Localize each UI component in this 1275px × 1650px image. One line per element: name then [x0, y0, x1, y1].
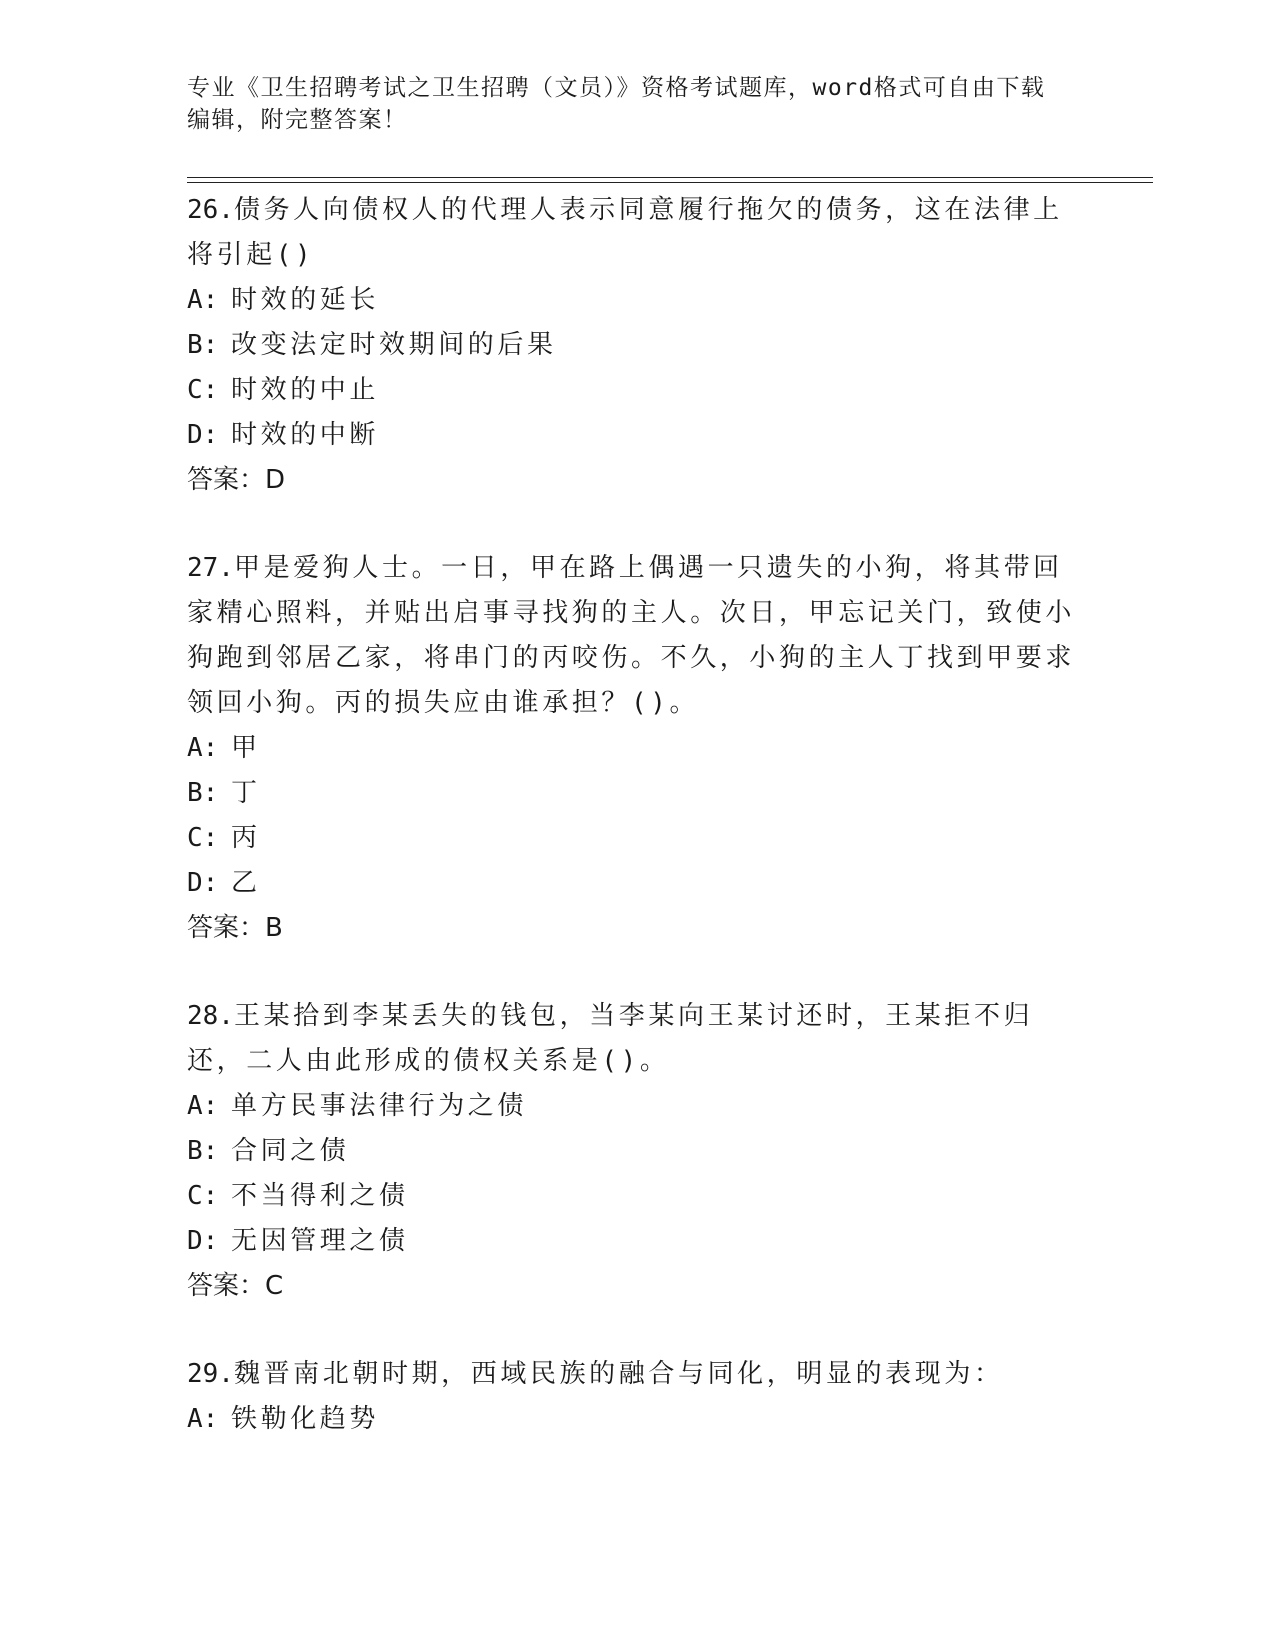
answer-option	[187, 1219, 1087, 1264]
question-block	[187, 546, 1087, 951]
answer-option	[187, 1397, 1087, 1442]
option-key: D:	[187, 868, 219, 898]
answer-option	[187, 413, 1087, 458]
question-text: 债务人向债权人的代理人表示同意履行拖欠的债务，这在法律上将引起()	[187, 195, 1063, 270]
question-number: 28.	[187, 1001, 234, 1031]
option-key: C:	[187, 375, 219, 405]
answer-label: 答案：	[187, 465, 266, 495]
answer-option	[187, 1174, 1087, 1219]
answer-option	[187, 861, 1087, 906]
answer-option	[187, 323, 1087, 368]
answer-option	[187, 1084, 1087, 1129]
answer-line	[187, 458, 1087, 503]
question-stem	[187, 546, 1087, 726]
option-key: C:	[187, 823, 219, 853]
option-key: C:	[187, 1181, 219, 1211]
answer-option	[187, 1129, 1087, 1174]
question-stem	[187, 188, 1087, 278]
option-text: 丁	[231, 778, 261, 808]
option-key: A:	[187, 285, 219, 315]
answer-value: B	[265, 913, 283, 943]
header-divider-top	[187, 177, 1153, 178]
option-key: A:	[187, 733, 219, 763]
option-text: 甲	[231, 733, 261, 763]
option-key: D:	[187, 1226, 219, 1256]
option-text: 时效的延长	[231, 285, 380, 315]
option-text: 不当得利之债	[231, 1181, 409, 1211]
question-number: 29.	[187, 1359, 234, 1389]
answer-option	[187, 368, 1087, 413]
question-text: 甲是爱狗人士。一日，甲在路上偶遇一只遗失的小狗，将其带回家精心照料，并贴出启事寻找狗的主人。次日，甲忘记关门，致使小狗跑到邻居乙家，将串门的丙咬伤。不久，小狗的主人丁找到甲要求领回小狗。丙的损失应由谁承担？()。	[187, 553, 1076, 718]
option-key: A:	[187, 1091, 219, 1121]
option-text: 无因管理之债	[231, 1226, 409, 1256]
option-text: 丙	[231, 823, 261, 853]
document-header-note: 专业《卫生招聘考试之卫生招聘（文员）》资格考试题库，word格式可自由下载编辑，附完整答案！	[187, 75, 1046, 133]
option-key: B:	[187, 778, 219, 808]
question-text: 王某拾到李某丢失的钱包，当李某向王某讨还时，王某拒不归还，二人由此形成的债权关系是()。	[187, 1001, 1034, 1076]
option-key: D:	[187, 420, 219, 450]
question-stem	[187, 1352, 1087, 1397]
question-text: 魏晋南北朝时期，西域民族的融合与同化，明显的表现为：	[233, 1359, 1004, 1389]
question-block	[187, 188, 1087, 503]
question-number: 27.	[187, 553, 234, 583]
answer-label: 答案：	[187, 913, 266, 943]
answer-option	[187, 771, 1087, 816]
answer-line	[187, 1264, 1087, 1309]
header-divider-bottom	[187, 182, 1153, 183]
answer-option	[187, 816, 1087, 861]
option-text: 时效的中止	[231, 375, 380, 405]
answer-option	[187, 726, 1087, 771]
question-number: 26.	[187, 195, 234, 225]
answer-value: D	[265, 465, 286, 495]
question-stem	[187, 994, 1087, 1084]
option-text: 单方民事法律行为之债	[231, 1091, 528, 1121]
option-text: 乙	[231, 868, 261, 898]
option-key: B:	[187, 1136, 219, 1166]
question-list	[187, 188, 1087, 1485]
option-key: A:	[187, 1404, 219, 1434]
question-block	[187, 1352, 1087, 1442]
option-text: 铁勒化趋势	[231, 1404, 380, 1434]
question-block	[187, 994, 1087, 1309]
option-text: 改变法定时效期间的后果	[231, 330, 557, 360]
option-text: 时效的中断	[231, 420, 380, 450]
answer-value: C	[265, 1271, 284, 1301]
answer-label: 答案：	[187, 1271, 266, 1301]
answer-option	[187, 278, 1087, 323]
option-text: 合同之债	[231, 1136, 350, 1166]
answer-line	[187, 906, 1087, 951]
option-key: B:	[187, 330, 219, 360]
